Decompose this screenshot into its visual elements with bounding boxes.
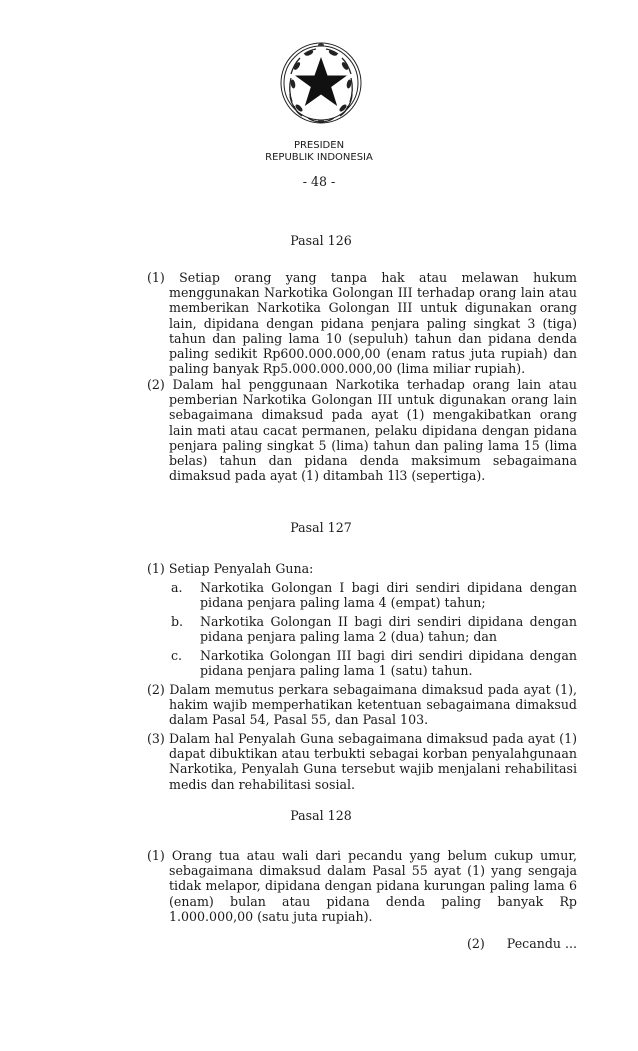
item-number: (3) (147, 731, 165, 746)
subitem-label: a. (171, 580, 183, 595)
item-number: (1) (147, 270, 165, 285)
subitem-text: Narkotika Golongan I bagi diri sendiri dipidana dengan pidana penjara paling lama 4 (empat) tahun; (200, 580, 577, 611)
item-number: (2) (147, 377, 165, 392)
pasal-127-subitem-a (171, 580, 577, 610)
pasal-126-title: Pasal 126 (290, 233, 352, 248)
pasal-127-item-1-intro: (1) Setiap Penyalah Guna: (147, 561, 314, 576)
pasal-127-subitem-b (171, 614, 577, 644)
item-text: Dalam hal Penyalah Guna sebagaimana dimaksud pada ayat (1) dapat dibuktikan atau terbukti sebagai korban penyalahgunaan Narkotika, Penyalah Guna tersebut wajib menjalani rehabilitasi medis dan rehabilitasi sosial. (169, 731, 577, 792)
catchword (467, 936, 577, 951)
header-president: PRESIDEN (293, 140, 345, 151)
pasal-127-title: Pasal 127 (290, 520, 352, 535)
pasal-126-item-1 (147, 270, 577, 376)
pasal-127-subitem-c (171, 648, 577, 678)
pasal-128-title: Pasal 128 (290, 808, 352, 823)
subitem-label: b. (171, 614, 184, 629)
pasal-127-item-2 (147, 682, 577, 728)
catchword-text: Pecandu ... (506, 936, 577, 951)
item-number: (2) (147, 682, 165, 697)
garuda-star-emblem-icon (278, 40, 364, 126)
page-number: - 48 - (302, 174, 336, 189)
item-text: Dalam memutus perkara sebagaimana dimaksud pada ayat (1), hakim wajib memperhatikan ketentuan sebagaimana dimaksud dalam Pasal 54, Pasal 55, dan Pasal 103. (169, 682, 577, 728)
item-number: (1) (147, 848, 165, 863)
item-text: Dalam hal penggunaan Narkotika terhadap orang lain atau pemberian Narkotika Golongan III untuk digunakan orang lain sebagaimana dimaksud pada ayat (1) mengakibatkan orang lain mati atau cacat permanen, pelaku dipidana dengan pidana penjara paling singkat 5 (lima) tahun dan paling lama 15 (lima belas) tahun dan pidana denda maksimum sebagaimana dimaksud pada ayat (1) ditambah 1l3 (sepertiga). (169, 377, 577, 484)
header-republic: REPUBLIK INDONESIA (265, 152, 373, 163)
item-text: Orang tua atau wali dari pecandu yang belum cukup umur, sebagaimana dimaksud dalam Pasal 55 ayat (1) yang sengaja tidak melapor, dipidana dengan pidana kurungan paling lama 6 (enam) bulan atau pidana denda paling banyak Rp 1.000.000,00 (satu juta rupiah). (169, 848, 577, 924)
item-text: Setiap orang yang tanpa hak atau melawan hukum menggunakan Narkotika Golongan III terhadap orang lain atau memberikan Narkotika Golongan III untuk digunakan orang lain, dipidana dengan pidana penjara paling singkat 3 (tiga) tahun dan paling lama 10 (sepuluh) tahun dan pidana denda paling sedikit Rp600.000.000,00 (enam ratus juta rupiah) dan paling banyak Rp5.000.000.000,00 (lima miliar rupiah). (169, 270, 577, 377)
subitem-text: Narkotika Golongan II bagi diri sendiri dipidana dengan pidana penjara paling lama 2 (dua) tahun; dan (200, 614, 577, 645)
pasal-127-item-3 (147, 731, 577, 792)
subitem-text: Narkotika Golongan III bagi diri sendiri dipidana dengan pidana penjara paling lama 1 (satu) tahun. (200, 648, 577, 679)
subitem-label: c. (171, 648, 183, 663)
pasal-128-item-1 (147, 848, 577, 924)
pasal-126-item-2 (147, 377, 577, 483)
catchword-number: (2) (466, 936, 485, 951)
